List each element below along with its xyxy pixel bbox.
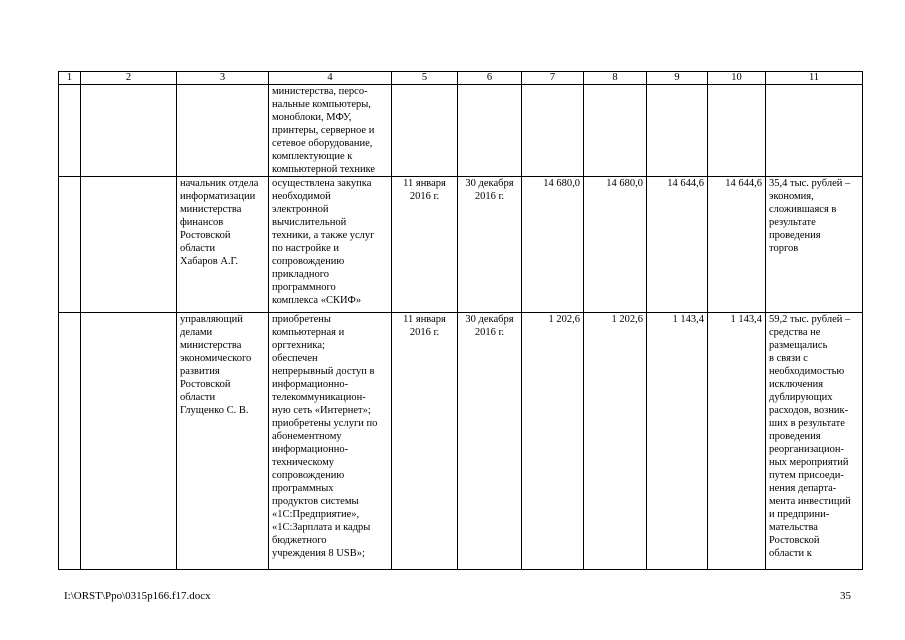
column-number-header: 7 (522, 72, 584, 85)
amount-cell: 1 202,6 (522, 313, 584, 570)
column-number-header: 4 (269, 72, 392, 85)
column-number-row (59, 72, 863, 85)
amount-cell: 14 680,0 (584, 177, 647, 313)
table-row (59, 85, 863, 177)
column-number-header: 3 (177, 72, 269, 85)
amount-cell (522, 85, 584, 177)
column-number-header: 1 (59, 72, 81, 85)
amount-cell: 14 680,0 (522, 177, 584, 313)
end-date-cell: 30 декабря 2016 г. (458, 177, 522, 313)
start-date-cell: 11 января 2016 г. (392, 177, 458, 313)
amount-cell: 14 644,6 (647, 177, 708, 313)
table-row (59, 313, 863, 570)
report-table (58, 71, 863, 570)
column-number-header: 2 (81, 72, 177, 85)
end-date-cell: 30 декабря 2016 г. (458, 313, 522, 570)
footer-file-path: I:\ORST\Ppo\0315p166.f17.docx (64, 590, 211, 602)
column-number-header: 11 (766, 72, 863, 85)
start-date-cell (392, 85, 458, 177)
column-number-header: 10 (708, 72, 766, 85)
column-number-header: 8 (584, 72, 647, 85)
responsible-person-cell: начальник отдела информатизации министерства финансов Ростовской области Хабаров А.Г. (177, 177, 269, 313)
column-number-header: 6 (458, 72, 522, 85)
table-cell (59, 313, 81, 570)
amount-cell (708, 85, 766, 177)
amount-cell: 1 143,4 (708, 313, 766, 570)
amount-cell (584, 85, 647, 177)
column-number-header: 9 (647, 72, 708, 85)
amount-cell: 1 143,4 (647, 313, 708, 570)
amount-cell: 14 644,6 (708, 177, 766, 313)
table-cell (81, 313, 177, 570)
note-cell: 35,4 тыс. рублей – экономия, сложившаяся в результате проведения торгов (766, 177, 863, 313)
amount-cell (647, 85, 708, 177)
table-cell (81, 177, 177, 313)
note-cell: 59,2 тыс. рублей – средства не размещались в связи с необходимостью исключения дублирующих расходов, возник- ших в результате проведения реорганизацион- ных мероприятий путем присоеди- нения департа- мента инвестиций и предприни- мательства Ростовской области к (766, 313, 863, 570)
table-cell (59, 85, 81, 177)
table-cell (59, 177, 81, 313)
activity-description-cell: приобретены компьютерная и оргтехника; обеспечен непрерывный доступ в информационно- телекоммуникацион- ную сеть «Интернет»; приобретены услуги по абонементному информационно- техническому сопровождению программных продуктов системы «1С:Предприятие», «1С:Зарплата и кадры бюджетного учреждения 8 USB»; (269, 313, 392, 570)
amount-cell: 1 202,6 (584, 313, 647, 570)
column-number-header: 5 (392, 72, 458, 85)
page-number: 35 (840, 590, 851, 602)
end-date-cell (458, 85, 522, 177)
table-cell (177, 85, 269, 177)
note-cell (766, 85, 863, 177)
activity-description-cell: осуществлена закупка необходимой электронной вычислительной техники, а также услуг по настройке и сопровождению прикладного программного комплекса «СКИФ» (269, 177, 392, 313)
activity-description-cell: министерства, персо- нальные компьютеры, моноблоки, МФУ, принтеры, серверное и сетевое оборудование, комплектующие к компьютерной технике (269, 85, 392, 177)
start-date-cell: 11 января 2016 г. (392, 313, 458, 570)
table-cell (81, 85, 177, 177)
responsible-person-cell: управляющий делами министерства экономического развития Ростовской области Глущенко С. В. (177, 313, 269, 570)
table-row (59, 177, 863, 313)
